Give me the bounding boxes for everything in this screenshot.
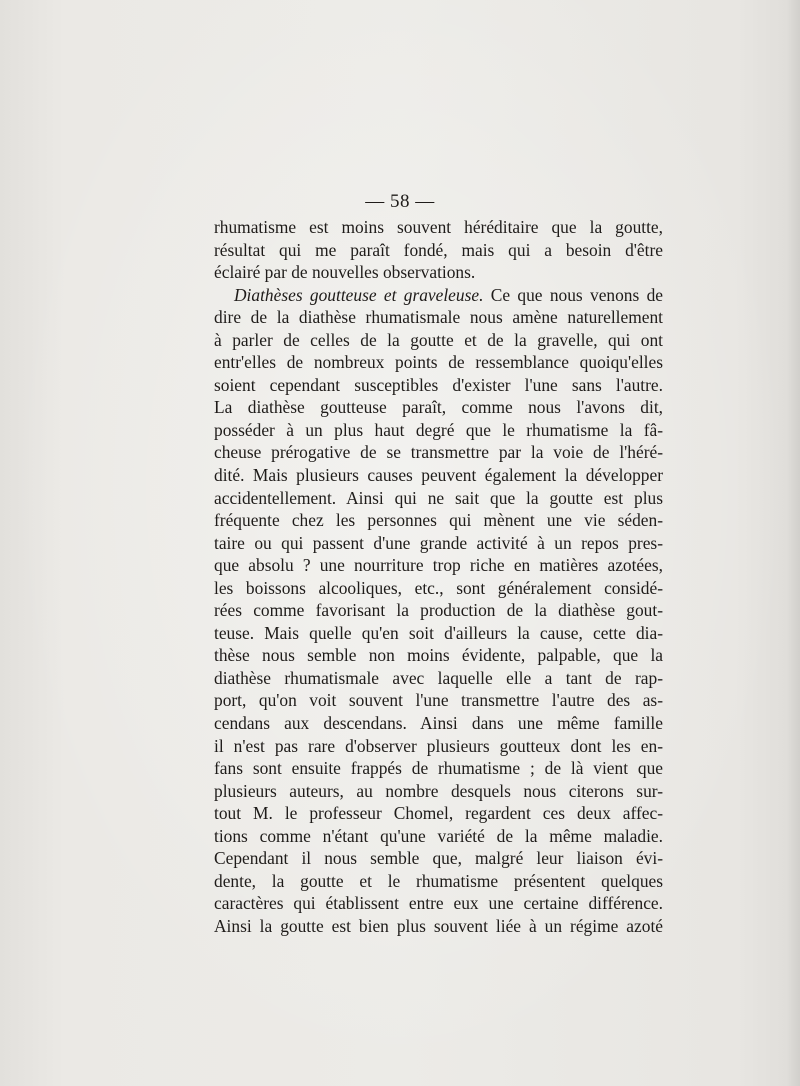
text-fragment: Ce que nous venons de xyxy=(483,284,664,305)
text-line: les boissons alcooliques, etc., sont généralement considé- xyxy=(214,577,663,598)
paragraph-first-line xyxy=(214,284,663,307)
page-edge-shadow xyxy=(786,0,800,1086)
text-line: taire ou qui passent d'une grande activité à un repos pres- xyxy=(214,532,663,553)
text-line: éclairé par de nouvelles observations. xyxy=(214,262,476,283)
text-line: fréquente chez les personnes qui mènent une vie séden- xyxy=(214,510,663,531)
section-heading: Diathèses goutteuse et graveleuse. xyxy=(234,284,484,305)
text-line: rées comme favorisant la production de la diathèse gout- xyxy=(214,600,663,621)
text-line: dire de la diathèse rhumatismale nous amène naturellement xyxy=(214,307,663,328)
text-line: diathèse rhumatismale avec laquelle elle a tant de rap- xyxy=(214,667,663,688)
text-line: soient cependant susceptibles d'exister l'une sans l'autre. xyxy=(214,374,663,395)
text-line: thèse nous semble non moins évidente, palpable, que la xyxy=(214,645,663,666)
text-line: résultat qui me paraît fondé, mais qui a besoin d'être xyxy=(214,239,663,260)
text-line: Cependant il nous semble que, malgré leur liaison évi- xyxy=(214,848,663,869)
text-line: il n'est pas rare d'observer plusieurs goutteux dont les en- xyxy=(214,735,663,756)
text-line: tout M. le professeur Chomel, regardent ces deux affec- xyxy=(214,803,663,824)
text-line: port, qu'on voit souvent l'une transmettre l'autre des as- xyxy=(214,690,663,711)
text-line: tions comme n'étant qu'une variété de la même maladie. xyxy=(214,825,663,846)
text-line: cendans aux descendans. Ainsi dans une même famille xyxy=(214,713,663,734)
text-line: rhumatisme est moins souvent héréditaire que la goutte, xyxy=(214,217,663,237)
text-line: teuse. Mais quelle qu'en soit d'ailleurs la cause, cette dia- xyxy=(214,622,663,643)
text-line: La diathèse goutteuse paraît, comme nous l'avons dit, xyxy=(214,397,663,418)
text-line: accidentellement. Ainsi qui ne sait que la goutte est plus xyxy=(214,487,663,508)
text-line: dente, la goutte et le rhumatisme présentent quelques xyxy=(214,870,663,891)
text-line: plusieurs auteurs, au nombre desquels nous citerons sur- xyxy=(214,780,663,801)
text-line: dité. Mais plusieurs causes peuvent également la développer xyxy=(214,465,663,486)
text-line: Ainsi la goutte est bien plus souvent liée à un régime azoté xyxy=(214,915,663,936)
text-line: cheuse prérogative de se transmettre par la voie de l'héré- xyxy=(214,442,663,463)
text-line: que absolu ? une nourriture trop riche en matières azotées, xyxy=(214,555,663,576)
text-line: entr'elles de nombreux points de ressemblance quoiqu'elles xyxy=(214,352,663,373)
text-line: posséder à un plus haut degré que le rhumatisme la fâ- xyxy=(214,419,663,440)
text-line: fans sont ensuite frappés de rhumatisme ; de là vient que xyxy=(214,758,663,779)
text-line: à parler de celles de la goutte et de la gravelle, qui ont xyxy=(214,329,663,350)
text-line: caractères qui établissent entre eux une certaine différence. xyxy=(214,893,663,914)
page-number: — 58 — xyxy=(365,191,435,212)
body-text xyxy=(214,216,663,938)
